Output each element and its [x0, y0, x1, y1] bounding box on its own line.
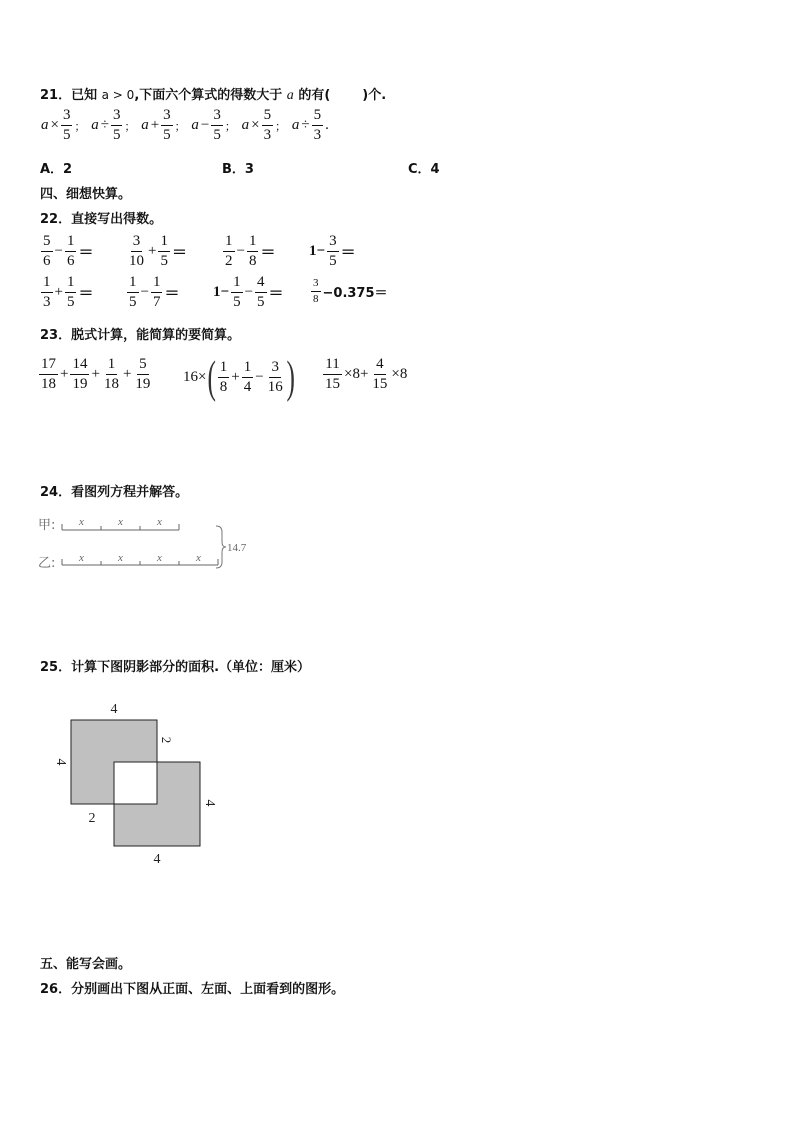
q21-expressions: [40, 108, 330, 143]
q21-text-before: 已知: [71, 88, 98, 103]
q25-overlap-unshaded: [114, 762, 157, 804]
q24-yi-seg-2: x: [118, 552, 123, 564]
q24-jia-seg-1: x: [79, 516, 84, 528]
q24-yi-seg-3: x: [157, 552, 162, 564]
q22-row2-e3: 1− $\frac{1}{5}$ − $\frac{4}{5}$ ＝: [213, 274, 284, 310]
section5-heading: 五、能写会画。: [40, 957, 132, 972]
q22-row2-e2: $\frac{1}{5}$ − $\frac{1}{7}$ ＝: [129, 274, 180, 310]
q21-text-mid: ,下面六个算式的得数大于: [134, 88, 283, 103]
q24-jia-seg-2: x: [118, 516, 123, 528]
q22-row2-e4: $\frac{3}{8}$ −0.375＝: [313, 277, 388, 305]
q25-label-top: 4: [110, 702, 118, 717]
q25-label-bottom-small: 2: [88, 811, 96, 826]
q22-row2-e1: $\frac{1}{3}$ + $\frac{1}{5}$ ＝: [43, 274, 94, 310]
q21-choice-b[interactable]: B．3: [222, 162, 254, 177]
q21-number: 21．: [40, 88, 72, 103]
q21-text-after: 的有(: [298, 88, 331, 103]
q21-choice-a[interactable]: A．2: [40, 162, 73, 177]
q21-prompt: [40, 84, 386, 104]
q21-expr-4: a − $\frac{3}{5}$ ；: [191, 107, 236, 143]
q21-choice-c[interactable]: C．4: [408, 162, 440, 177]
q24-yi-bar: [62, 559, 218, 565]
q22-row1-e2: $\frac{3}{10}$ + $\frac{1}{5}$ ＝: [129, 233, 187, 269]
q25-label-right: 4: [202, 799, 217, 807]
q22-row1-e4: 1− $\frac{3}{5}$ ＝: [309, 233, 356, 269]
q22-row1-e3: $\frac{1}{2}$ − $\frac{1}{8}$ ＝: [225, 233, 276, 269]
q25-label-right-small: 2: [159, 736, 174, 744]
q24-label-jia: 甲:: [38, 518, 56, 533]
q25-shaded-figure: [40, 695, 240, 875]
q26-title: 26．分别画出下图从正面、左面、上面看到的图形。: [40, 982, 345, 997]
q21-expr-6: a ÷ $\frac{5}{3}$ .: [291, 107, 329, 143]
q21-condition: a > 0: [101, 88, 135, 102]
q22-row1-e1: $\frac{5}{6}$ − $\frac{1}{6}$ ＝: [43, 233, 94, 269]
q24-yi-seg-4: x: [196, 552, 201, 564]
q24-line-diagram: [36, 510, 266, 575]
q24-label-yi: 乙:: [38, 556, 56, 571]
q23-expr-2: 16×( $\frac{1}{8}$ + $\frac{1}{4}$ − $\frac{3}{16}$ ): [183, 351, 295, 402]
q24-yi-seg-1: x: [79, 552, 84, 564]
q21-var: a: [286, 88, 294, 103]
q22-title: 22．直接写出得数。: [40, 212, 163, 227]
q24-total: 14.7: [227, 542, 247, 554]
q25-label-bottom: 4: [153, 852, 161, 867]
q21-expr-5: a × $\frac{5}{3}$ ；: [241, 107, 287, 143]
q21-expr-3: a + $\frac{3}{5}$ ；: [141, 107, 186, 143]
q21-text-end: )个.: [362, 88, 387, 103]
q23-expr-1: $\frac{17}{18}$ + $\frac{14}{19}$ + $\frac{1}{18}$ + $\frac{5}{19}$: [41, 356, 151, 392]
q21-expr-2: a ÷ $\frac{3}{5}$ ；: [91, 107, 136, 143]
section4-heading: 四、细想快算。: [40, 187, 132, 202]
q24-jia-seg-3: x: [157, 516, 162, 528]
q23-expr-3: $\frac{11}{15}$ ×8+ $\frac{4}{15}$ ×8: [325, 356, 408, 392]
q25-title: 25．计算下图阴影部分的面积.（单位：厘米）: [40, 660, 311, 675]
q21-expr-1: a × $\frac{3}{5}$ ；: [41, 107, 86, 143]
q24-title: 24．看图列方程并解答。: [40, 485, 189, 500]
q23-title: 23．脱式计算，能简算的要简算。: [40, 328, 241, 343]
q25-label-left: 4: [53, 758, 68, 766]
